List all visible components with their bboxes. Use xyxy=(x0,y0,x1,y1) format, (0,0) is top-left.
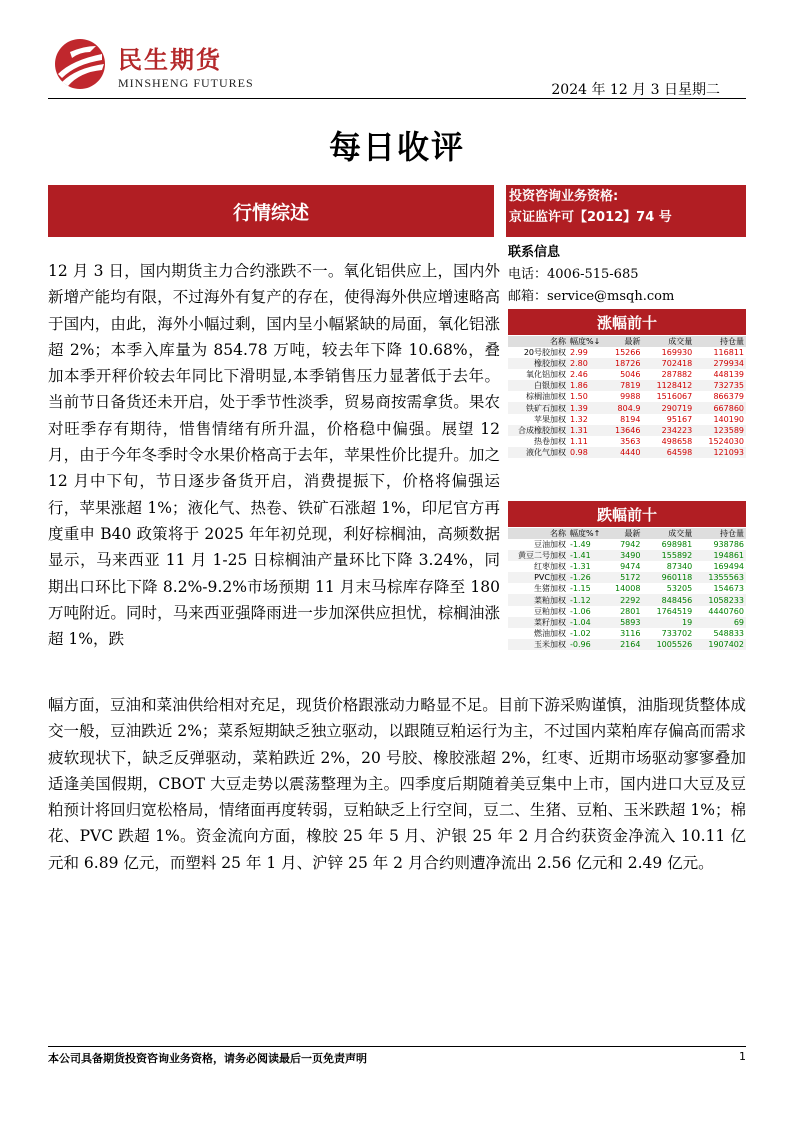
losers-table xyxy=(508,528,746,650)
table-row xyxy=(508,572,746,583)
report-date: 2024 年 12 月 3 日星期二 xyxy=(551,82,720,98)
column-header: 最新 xyxy=(604,336,642,347)
cell-name: 20号胶加权 xyxy=(523,348,566,358)
cell-last: 3116 xyxy=(620,628,641,638)
cell-oi: 154673 xyxy=(713,584,744,594)
cell-chg: 2.46 xyxy=(570,370,588,380)
cell-vol: 498658 xyxy=(661,436,693,446)
cell-chg: -1.06 xyxy=(570,606,591,616)
gainers-title: 涨幅前十 xyxy=(508,309,746,335)
table-row xyxy=(508,369,746,380)
cell-chg: 1.11 xyxy=(570,436,588,446)
table-row xyxy=(508,391,746,402)
cell-name: 橡胶加权 xyxy=(508,358,568,369)
license-line-2: 京证监许可【2012】74 号 xyxy=(509,210,672,225)
cell-vol: 698981 xyxy=(661,540,693,550)
cell-last: 2801 xyxy=(620,606,641,616)
column-header: 持仓量 xyxy=(694,336,746,347)
contact-phone: 电话：4006-515-685 xyxy=(508,267,639,282)
contact-email: 邮箱：service@msqh.com xyxy=(508,289,675,304)
cell-oi: 1355563 xyxy=(694,572,746,583)
cell-chg: 2.99 xyxy=(570,348,588,358)
cell-chg: 0.98 xyxy=(568,447,604,458)
cell-name: 红枣加权 xyxy=(534,562,566,572)
cell-oi: 938786 xyxy=(713,540,744,550)
cell-name: 白银加权 xyxy=(508,380,568,391)
cell-last: 5046 xyxy=(620,370,641,380)
footer-divider xyxy=(48,1046,746,1047)
cell-name: 菜籽加权 xyxy=(508,617,568,628)
footer-disclaimer: 本公司具备期货投资咨询业务资格，请务必阅读最后一页免责声明 xyxy=(48,1052,367,1065)
cell-oi: 123589 xyxy=(694,425,746,436)
cell-oi: 732735 xyxy=(694,380,746,391)
cell-vol: 234223 xyxy=(642,425,694,436)
cell-vol: 169930 xyxy=(661,348,693,358)
cell-vol: 733702 xyxy=(661,628,693,638)
column-header: 成交量 xyxy=(642,528,694,539)
table-row xyxy=(508,347,746,358)
cell-oi: 140190 xyxy=(713,414,744,424)
column-header: 名称 xyxy=(508,528,568,539)
cell-oi: 121093 xyxy=(694,447,746,458)
cell-last: 14008 xyxy=(615,584,641,594)
table-row xyxy=(508,606,746,617)
cell-name: 棕榈油加权 xyxy=(526,392,566,402)
column-header: 幅度%↑ xyxy=(568,528,604,539)
cell-name: 热卷加权 xyxy=(534,436,566,446)
cell-vol: 848456 xyxy=(642,594,694,605)
cell-vol: 1005526 xyxy=(642,639,694,650)
cell-last: 4440 xyxy=(604,447,642,458)
cell-vol: 290719 xyxy=(642,402,694,413)
column-header: 成交量 xyxy=(642,336,694,347)
cell-name: 铁矿石加权 xyxy=(508,402,568,413)
company-name-en: MINSHENG FUTURES xyxy=(118,76,254,90)
cell-chg: -1.04 xyxy=(568,617,604,628)
cell-oi: 548833 xyxy=(713,628,744,638)
cell-name: 合成橡胶加权 xyxy=(508,425,568,436)
cell-last: 7819 xyxy=(604,380,642,391)
cell-chg: -0.96 xyxy=(568,639,604,650)
cell-vol: 53205 xyxy=(666,584,693,594)
section-banner: 行情综述 xyxy=(48,185,494,237)
cell-last: 2164 xyxy=(604,639,642,650)
cell-chg: -1.41 xyxy=(568,550,604,561)
table-row xyxy=(508,436,746,447)
body-paragraph: 12 月 3 日，国内期货主力合约涨跌不一。氧化铝供应上，国内外新增产能均有限，不过海外有复产的存在，使得海外供应增速略高于国内，由此，海外小幅过剩，国内呈小幅紧缺的局面，氧化铝涨超 2%；本季入库量为 854.78 万吨，较去年下降 10.68%，叠加本季开秤价较去年同比下滑明显,本季销售压力显著低于去年。当前节日备货还未开启，处于季节性淡季，贸易商按需拿货。果农对旺季存有期待，惜售情绪有所升温，价格稳中偏强。展望 12 月，由于今年冬季时令水果价格高于去年，苹果性价比提升。加之 12 月中下旬，节日逐步备货开启，消费提振下，价格将偏强运行，苹果涨超 1%；液化气、热卷、铁矿石涨超 1%，印尼官方再度重申 B40 政策将于 2025 年年初兑现，利好棕榈油，高频数据显示，马来西亚 11 月 1-25 日棕榈油产量环比下降 3.24%，同期出口环比下降 8.2%-9.2%市场预期 11 月末马棕库存降至 180 万吨附近。同时，马来西亚强降雨进一步加深供应担忧，棕榈油涨超 1%，跌 xyxy=(48,262,500,649)
contact-info xyxy=(508,242,674,308)
cell-oi: 116811 xyxy=(713,348,744,358)
table-row xyxy=(508,561,746,572)
cell-vol: 19 xyxy=(642,617,694,628)
cell-oi: 169494 xyxy=(713,562,744,572)
column-header: 名称 xyxy=(508,336,568,347)
cell-oi: 1907402 xyxy=(694,639,746,650)
cell-last: 9474 xyxy=(620,562,641,572)
cell-oi: 1524030 xyxy=(708,436,744,446)
cell-oi: 279934 xyxy=(694,358,746,369)
table-row xyxy=(508,447,746,458)
table-row xyxy=(508,550,746,561)
cell-name: 苹果加权 xyxy=(534,414,566,424)
cell-vol: 1128412 xyxy=(642,380,694,391)
cell-last: 15266 xyxy=(615,348,641,358)
page-number: 1 xyxy=(739,1050,746,1063)
table-row xyxy=(508,639,746,650)
cell-vol: 702418 xyxy=(642,358,694,369)
table-row xyxy=(508,414,746,425)
cell-chg: -1.49 xyxy=(570,540,591,550)
cell-chg: 1.31 xyxy=(568,425,604,436)
cell-last: 2292 xyxy=(604,594,642,605)
cell-chg: 2.80 xyxy=(568,358,604,369)
cell-name: 玉米加权 xyxy=(508,639,568,650)
column-header: 幅度%↓ xyxy=(568,336,604,347)
cell-last: 5893 xyxy=(604,617,642,628)
cell-last: 804.9 xyxy=(604,402,642,413)
losers-title: 跌幅前十 xyxy=(508,501,746,527)
cell-vol: 1764519 xyxy=(656,606,693,616)
cell-oi: 194861 xyxy=(694,550,746,561)
cell-vol: 87340 xyxy=(666,562,693,572)
cell-last: 8194 xyxy=(620,414,641,424)
cell-oi: 866379 xyxy=(713,392,744,402)
cell-name: 燃油加权 xyxy=(534,628,566,638)
table-row xyxy=(508,617,746,628)
cell-chg: -1.15 xyxy=(570,584,591,594)
cell-name: 氧化铝加权 xyxy=(526,370,566,380)
company-name-cn: 民生期货 xyxy=(118,46,222,74)
cell-vol: 960118 xyxy=(642,572,694,583)
cell-oi: 4440760 xyxy=(708,606,744,616)
cell-chg: 1.32 xyxy=(570,414,588,424)
cell-last: 13646 xyxy=(604,425,642,436)
header-divider xyxy=(48,98,746,99)
cell-name: 豆油加权 xyxy=(534,540,566,550)
table-row xyxy=(508,628,746,639)
cell-chg: -1.26 xyxy=(568,572,604,583)
cell-oi: 69 xyxy=(694,617,746,628)
gainers-table xyxy=(508,336,746,458)
cell-oi: 667860 xyxy=(694,402,746,413)
cell-name: 生猪加权 xyxy=(534,584,566,594)
cell-last: 9988 xyxy=(620,392,641,402)
column-header: 持仓量 xyxy=(694,528,746,539)
cell-name: 液化气加权 xyxy=(508,447,568,458)
cell-name: 豆粕加权 xyxy=(534,606,566,616)
cell-name: 黄豆二号加权 xyxy=(508,550,568,561)
contact-heading: 联系信息 xyxy=(508,245,561,260)
document-title: 每日收评 xyxy=(328,128,465,166)
cell-oi: 448139 xyxy=(713,370,744,380)
cell-chg: 1.50 xyxy=(570,392,588,402)
cell-oi: 1058233 xyxy=(694,594,746,605)
body-paragraph-continued: 幅方面，豆油和菜油供给相对充足，现货价格跟涨动力略显不足。目前下游采购谨慎，油脂现货整体成交一般，豆油跌近 2%；菜系短期缺乏独立驱动，以跟随豆粕运行为主，不过国内菜粕库存偏高而需求疲软现状下，缺乏反弹驱动，菜粕跌近 2%，20 号胶、橡胶涨超 2%，红枣、近期市场驱动寥寥叠加适逢美国假期，CBOT 大豆走势以震荡整理为主。四季度后期随着美豆集中上市，国内进口大豆及豆粕预计将回归宽松格局，情绪面再度转弱，豆粕缺乏上行空间，豆二、生猪、豆粕、玉米跌超 1%；棉花、PVC 跌超 1%。资金流向方面，橡胶 25 年 5 月、沪银 25 年 2 月合约获资金净流入 10.11 亿元和 6.89 亿元，而塑料 25 年 1 月、沪锌 25 年 2 月合约则遭净流出 2.56 亿元和 2.49 亿元。 xyxy=(48,696,746,872)
cell-chg: -1.02 xyxy=(570,628,591,638)
table-row xyxy=(508,583,746,594)
cell-name: PVC加权 xyxy=(508,572,568,583)
column-header: 最新 xyxy=(604,528,642,539)
cell-chg: -1.12 xyxy=(568,594,604,605)
cell-last: 5172 xyxy=(604,572,642,583)
cell-last: 3490 xyxy=(604,550,642,561)
table-row xyxy=(508,402,746,413)
cell-chg: 1.39 xyxy=(568,402,604,413)
table-row xyxy=(508,425,746,436)
cell-vol: 155892 xyxy=(642,550,694,561)
table-row xyxy=(508,539,746,550)
minsheng-logo-icon xyxy=(50,38,110,90)
cell-name: 菜粕加权 xyxy=(508,594,568,605)
cell-chg: 1.86 xyxy=(568,380,604,391)
cell-vol: 95167 xyxy=(666,414,693,424)
cell-last: 18726 xyxy=(604,358,642,369)
cell-last: 7942 xyxy=(620,540,641,550)
table-row xyxy=(508,358,746,369)
table-row xyxy=(508,594,746,605)
license-box xyxy=(506,185,746,237)
cell-last: 3563 xyxy=(620,436,641,446)
cell-vol: 287882 xyxy=(661,370,693,380)
cell-vol: 64598 xyxy=(642,447,694,458)
table-row xyxy=(508,380,746,391)
cell-vol: 1516067 xyxy=(656,392,693,402)
cell-chg: -1.31 xyxy=(570,562,591,572)
license-line-1: 投资咨询业务资格: xyxy=(509,189,619,204)
